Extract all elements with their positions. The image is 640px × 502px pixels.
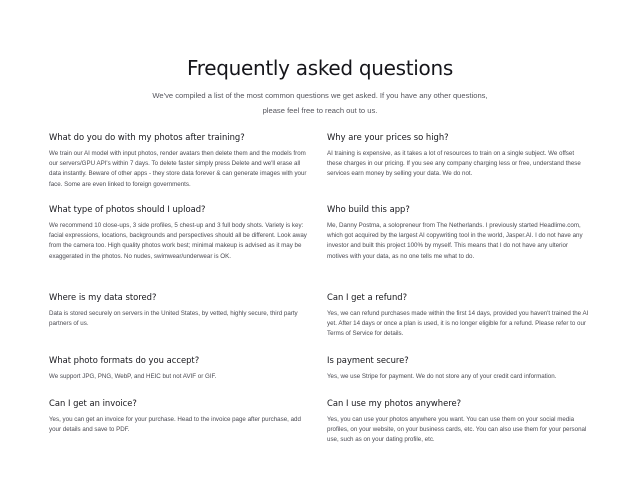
faq-answer: Yes, we can refund purchases made within the first 14 days, provided you haven't trained the AI yet. After 14 days or once a plan is used, it is no longer eligible for a refund. Please refer to our Terms of Service for details. xyxy=(327,310,589,338)
faq-answer: Yes, we use Stripe for payment. We do not store any of your credit card information. xyxy=(327,373,557,380)
faq-question: Can I get an invoice? xyxy=(49,398,137,408)
faq-item xyxy=(327,397,590,457)
faq-answer: AI training is expensive, as it takes a lot of resources to train on a single subject. We offset these charges in our pricing. If you see any company charging less or free, understand these services earn money by selling your data. We do not. xyxy=(327,150,581,178)
faq-item xyxy=(49,397,312,457)
faq-grid xyxy=(49,131,589,457)
page-subtitle xyxy=(140,88,500,118)
faq-question: What type of photos should I upload? xyxy=(49,204,206,214)
subtitle-line: We've compiled a list of the most common questions we get asked. If you have any other questions, xyxy=(152,91,488,100)
faq-question: Where is my data stored? xyxy=(49,292,157,302)
faq-item xyxy=(327,354,590,397)
faq-answer: We train our AI model with input photos, render avatars then delete them and the models from our servers/GPU API's within 7 days. To delete faster simply press Delete and we'll erase all data instantly. Beware of other apps - they store data forever & can generate images with your face. Some are even linked to foreign governments. xyxy=(49,150,307,188)
faq-item xyxy=(327,203,590,291)
faq-answer: Data is stored securely on servers in the United States, by vetted, highly secure, third party partners of us. xyxy=(49,310,298,328)
faq-item xyxy=(327,291,590,354)
faq-question: What do you do with my photos after training? xyxy=(49,132,245,142)
faq-answer: Me, Danny Postma, a solopreneur from The Netherlands. I previously started Headlime.com, which got acquired by the largest AI copywriting tool in the world, Jasper.AI. I do not have any investor and built this project 100% by myself. This means that I do not have any ulterior motives with your data, as no one tells me what to do. xyxy=(327,222,583,260)
faq-answer: We support JPG, PNG, WebP, and HEIC but not AVIF or GIF. xyxy=(49,373,217,380)
faq-answer: Yes, you can get an invoice for your purchase. Head to the invoice page after purchase, add your details and save to PDF. xyxy=(49,416,301,434)
faq-answer: Yes, you can use your photos anywhere you want. You can use them on your social media profiles, on your website, on your business cards, etc. You can also use them for your personal use, such as on your dating profile, etc. xyxy=(327,416,587,444)
faq-question: What photo formats do you accept? xyxy=(49,355,200,365)
page-title: Frequently asked questions xyxy=(186,56,453,80)
faq-item xyxy=(49,291,312,354)
faq-item xyxy=(49,131,312,203)
faq-question: Can I use my photos anywhere? xyxy=(327,398,462,408)
faq-item xyxy=(49,203,312,291)
faq-question: Who build this app? xyxy=(327,204,410,214)
faq-question: Why are your prices so high? xyxy=(327,132,449,142)
faq-question: Can I get a refund? xyxy=(327,292,408,302)
faq-question: Is payment secure? xyxy=(327,355,409,365)
faq-answer: We recommend 10 close-ups, 3 side profiles, 5 chest-up and 3 full body shots. Variety is key: facial expressions, locations, backgrounds and perspectives should all be different. Look away from the camera too. High quality photos work best; minimal makeup is advised as it may be exaggerated in the photos. No nudes, swimwear/underwear is OK. xyxy=(49,222,307,260)
faq-item xyxy=(327,131,590,203)
subtitle-line: please feel free to reach out to us. xyxy=(262,106,378,115)
faq-item xyxy=(49,354,312,397)
